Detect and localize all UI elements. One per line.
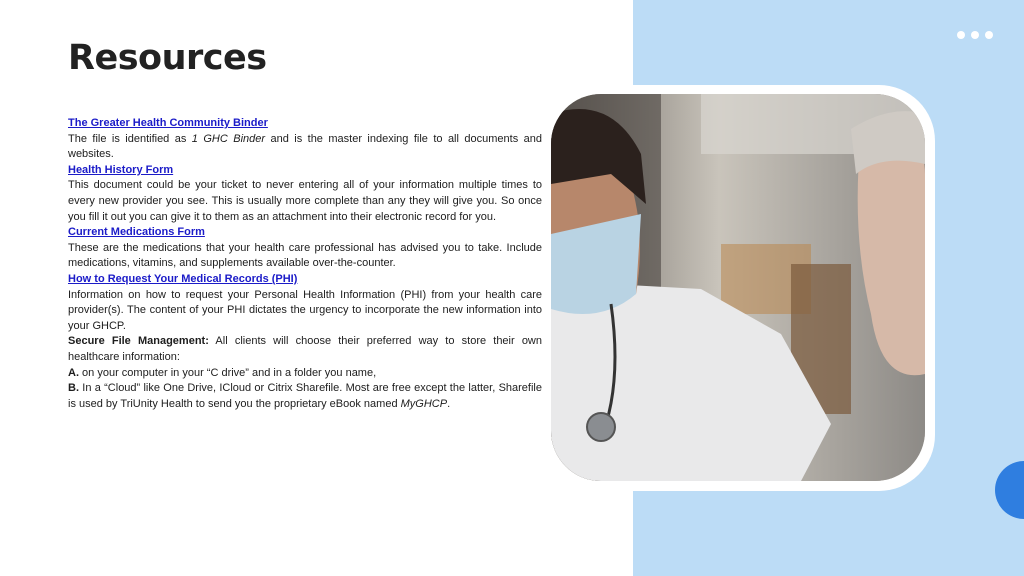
dot xyxy=(957,31,965,39)
dot xyxy=(985,31,993,39)
text: on your computer in your “C drive” and in a folder you name, xyxy=(79,366,377,379)
page-title: Resources xyxy=(68,38,267,78)
medical-records-description: Information on how to request your Personal Health Information (PHI) from your health care provider(s). The content of your PHI dictates the urgency to incorporate the new information into your GHCP. xyxy=(68,288,542,332)
option-b-label: B. xyxy=(68,382,79,395)
option-a xyxy=(68,366,542,382)
medications-description: These are the medications that your health care professional has advised you to take. Include medications, vitamins, and supplements available over-the-counter. xyxy=(68,241,542,270)
text: In a “Cloud” like One Drive, ICloud or Citrix Sharefile. Most are free except the latter, Sharefile is used by TriUnity Health to send you the proprietary eBook named xyxy=(68,382,542,410)
ghc-binder-description xyxy=(68,132,542,163)
secure-file-management xyxy=(68,334,542,365)
binder-file-name: 1 GHC Binder xyxy=(191,132,266,145)
option-a-label: A. xyxy=(68,366,79,379)
text: All clients will choose their preferred way to store their own healthcare information: xyxy=(68,335,542,363)
text: and is the master indexing file to all documents and websites. xyxy=(68,132,542,161)
text: . xyxy=(447,397,451,410)
link-request-medical-records[interactable]: How to Request Your Medical Records (PHI) xyxy=(68,272,298,285)
option-b xyxy=(68,381,542,412)
ebook-name: MyGHCP xyxy=(400,397,448,410)
nurse-photo xyxy=(551,94,925,481)
resources-content xyxy=(68,116,542,412)
health-history-description: This document could be your ticket to never entering all of your information multiple times to every new provider you see. This is usually more complete than any they will give you. So once you fill it out you can give it to them as an attachment into their electronic record for you. xyxy=(68,179,542,223)
dot xyxy=(971,31,979,39)
link-ghc-binder[interactable]: The Greater Health Community Binder xyxy=(68,117,268,129)
link-health-history-form[interactable]: Health History Form xyxy=(68,163,174,176)
secure-label: Secure File Management: xyxy=(68,335,209,348)
more-dots-icon xyxy=(957,31,993,39)
text: The file is identified as xyxy=(68,132,192,145)
link-current-medications-form[interactable]: Current Medications Form xyxy=(68,226,205,239)
